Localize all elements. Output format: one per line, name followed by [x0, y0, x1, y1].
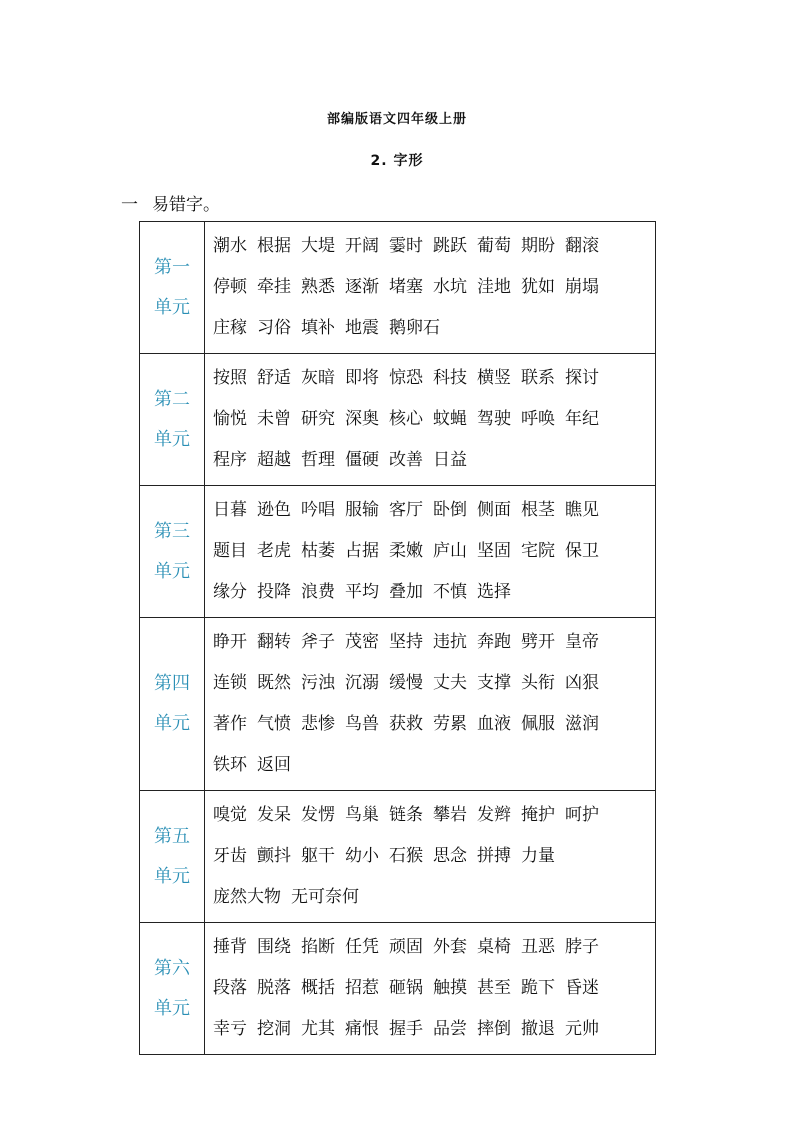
- unit-label: 第五: [154, 825, 190, 847]
- word-item: 坚固: [477, 541, 511, 561]
- word-item: 招惹: [345, 978, 379, 998]
- word-item: 服输: [345, 500, 379, 520]
- word-item: 地震: [345, 318, 379, 338]
- word-item: 沉溺: [345, 673, 379, 693]
- word-item: 核心: [389, 409, 423, 429]
- unit-words-cell: [205, 486, 656, 618]
- unit-row: [140, 354, 656, 486]
- word-item: 科技: [433, 368, 467, 388]
- unit-label: 第一: [154, 256, 190, 278]
- word-item: 侧面: [477, 500, 511, 520]
- word-item: 枯萎: [301, 541, 335, 561]
- word-item: 连锁: [213, 673, 247, 693]
- word-item: 元帅: [565, 1019, 599, 1039]
- word-item: 庞然大物: [213, 887, 281, 907]
- word-item: 年纪: [565, 409, 599, 429]
- word-item: 客厅: [389, 500, 423, 520]
- word-item: 探讨: [565, 368, 599, 388]
- word-line: [213, 836, 655, 877]
- word-item: 斧子: [301, 632, 335, 652]
- word-item: 思念: [433, 846, 467, 866]
- section-label: 易错字。: [152, 195, 220, 215]
- word-item: 犹如: [521, 277, 555, 297]
- unit-row: [140, 923, 656, 1055]
- unit-label-cell: [140, 791, 205, 923]
- word-item: 跳跃: [433, 236, 467, 256]
- word-item: 水坑: [433, 277, 467, 297]
- word-item: 根据: [257, 236, 291, 256]
- word-item: 翻转: [257, 632, 291, 652]
- word-item: 著作: [213, 714, 247, 734]
- word-item: 舒适: [257, 368, 291, 388]
- word-item: 洼地: [477, 277, 511, 297]
- word-item: 幼小: [345, 846, 379, 866]
- word-item: 撤退: [521, 1019, 555, 1039]
- word-item: 缓慢: [389, 673, 423, 693]
- word-line: [213, 877, 655, 918]
- unit-label-cell: [140, 923, 205, 1055]
- word-item: 痛恨: [345, 1019, 379, 1039]
- word-item: 气愤: [257, 714, 291, 734]
- word-item: 掩护: [521, 805, 555, 825]
- word-line: [213, 572, 655, 613]
- word-item: 顽固: [389, 937, 423, 957]
- word-item: 掐断: [301, 937, 335, 957]
- word-line: [213, 267, 655, 308]
- word-item: 鸟兽: [345, 714, 379, 734]
- word-item: 发辫: [477, 805, 511, 825]
- word-item: 宅院: [521, 541, 555, 561]
- unit-label: 单元: [154, 865, 190, 887]
- unit-label: 第四: [154, 673, 190, 694]
- word-item: 卧倒: [433, 500, 467, 520]
- word-line: [213, 704, 655, 745]
- word-item: 摔倒: [477, 1019, 511, 1039]
- unit-label-cell: [140, 618, 205, 791]
- word-item: 桌椅: [477, 937, 511, 957]
- section-heading: [121, 190, 234, 215]
- word-item: 霎时: [389, 236, 423, 256]
- word-item: 鹅卵石: [389, 318, 440, 338]
- word-item: 劳累: [433, 714, 467, 734]
- word-item: 叠加: [389, 582, 423, 602]
- word-item: 僵硬: [345, 450, 379, 470]
- word-item: 嗅觉: [213, 805, 247, 825]
- word-item: 发愣: [301, 805, 335, 825]
- word-item: 翻滚: [565, 236, 599, 256]
- word-item: 跪下: [521, 978, 555, 998]
- word-item: 缘分: [213, 582, 247, 602]
- unit-label: 单元: [154, 997, 190, 1019]
- word-item: 保卫: [565, 541, 599, 561]
- word-item: 蚊蝇: [433, 409, 467, 429]
- word-item: 凶狠: [565, 673, 599, 693]
- word-item: 深奥: [345, 409, 379, 429]
- word-item: 茂密: [345, 632, 379, 652]
- word-item: 血液: [477, 714, 511, 734]
- unit-label: 第三: [154, 520, 190, 542]
- word-line: [213, 1009, 655, 1050]
- word-item: 污浊: [301, 673, 335, 693]
- word-line: [213, 358, 655, 399]
- word-item: 逐渐: [345, 277, 379, 297]
- word-item: 习俗: [257, 318, 291, 338]
- word-item: 即将: [345, 368, 379, 388]
- word-item: 奔跑: [477, 632, 511, 652]
- word-line: [213, 308, 655, 349]
- unit-words-cell: [205, 222, 656, 354]
- word-item: 劈开: [521, 632, 555, 652]
- word-item: 日暮: [213, 500, 247, 520]
- unit-label-cell: [140, 222, 205, 354]
- word-item: 挖洞: [257, 1019, 291, 1039]
- unit-label: 第二: [154, 388, 190, 410]
- word-item: 既然: [257, 673, 291, 693]
- unit-row: [140, 486, 656, 618]
- word-item: 无可奈何: [291, 887, 359, 907]
- word-item: 围绕: [257, 937, 291, 957]
- word-item: 皇帝: [565, 632, 599, 652]
- unit-row: [140, 222, 656, 354]
- word-item: 横竖: [477, 368, 511, 388]
- unit-words-cell: [205, 923, 656, 1055]
- word-item: 愉悦: [213, 409, 247, 429]
- word-line: [213, 622, 655, 663]
- word-item: 堵塞: [389, 277, 423, 297]
- word-item: 攀岩: [433, 805, 467, 825]
- word-item: 开阔: [345, 236, 379, 256]
- word-item: 支撑: [477, 673, 511, 693]
- word-item: 任凭: [345, 937, 379, 957]
- unit-words-cell: [205, 354, 656, 486]
- word-item: 握手: [389, 1019, 423, 1039]
- word-item: 浪费: [301, 582, 335, 602]
- word-item: 潮水: [213, 236, 247, 256]
- section-subtitle: 2. 字形: [370, 153, 424, 169]
- unit-words-cell: [205, 791, 656, 923]
- word-item: 丈夫: [433, 673, 467, 693]
- word-item: 题目: [213, 541, 247, 561]
- unit-label-cell: [140, 354, 205, 486]
- word-item: 力量: [521, 846, 555, 866]
- word-item: 脱落: [257, 978, 291, 998]
- word-item: 脖子: [565, 937, 599, 957]
- word-item: 链条: [389, 805, 423, 825]
- word-item: 坚持: [389, 632, 423, 652]
- word-item: 丑恶: [521, 937, 555, 957]
- word-item: 占据: [345, 541, 379, 561]
- word-table-body: [140, 222, 656, 1055]
- word-item: 期盼: [521, 236, 555, 256]
- word-item: 灰暗: [301, 368, 335, 388]
- word-line: [213, 663, 655, 704]
- word-item: 投降: [257, 582, 291, 602]
- word-item: 违抗: [433, 632, 467, 652]
- word-item: 呵护: [565, 805, 599, 825]
- word-item: 砸锅: [389, 978, 423, 998]
- word-item: 庐山: [433, 541, 467, 561]
- word-item: 发呆: [257, 805, 291, 825]
- word-item: 平均: [345, 582, 379, 602]
- word-line: [213, 490, 655, 531]
- word-line: [213, 968, 655, 1009]
- word-item: 研究: [301, 409, 335, 429]
- word-item: 联系: [521, 368, 555, 388]
- word-item: 惊恐: [389, 368, 423, 388]
- word-item: 吟唱: [301, 500, 335, 520]
- word-line: [213, 927, 655, 968]
- unit-label: 单元: [154, 560, 190, 582]
- word-item: 石猴: [389, 846, 423, 866]
- word-item: 超越: [257, 450, 291, 470]
- unit-label: 单元: [154, 428, 190, 450]
- word-item: 颤抖: [257, 846, 291, 866]
- word-item: 牵挂: [257, 277, 291, 297]
- word-item: 熟悉: [301, 277, 335, 297]
- word-item: 填补: [301, 318, 335, 338]
- word-item: 躯干: [301, 846, 335, 866]
- word-item: 选择: [477, 582, 511, 602]
- word-table: [139, 221, 656, 1055]
- word-item: 幸亏: [213, 1019, 247, 1039]
- word-item: 拼搏: [477, 846, 511, 866]
- unit-label: 单元: [154, 296, 190, 318]
- word-item: 段落: [213, 978, 247, 998]
- word-line: [213, 226, 655, 267]
- word-line: [213, 399, 655, 440]
- word-item: 返回: [257, 755, 291, 775]
- word-item: 瞧见: [565, 500, 599, 520]
- word-item: 大堤: [301, 236, 335, 256]
- word-line: [213, 531, 655, 572]
- word-item: 牙齿: [213, 846, 247, 866]
- word-item: 悲惨: [301, 714, 335, 734]
- word-item: 日益: [433, 450, 467, 470]
- word-item: 尤其: [301, 1019, 335, 1039]
- word-item: 逊色: [257, 500, 291, 520]
- word-item: 概括: [301, 978, 335, 998]
- word-item: 铁环: [213, 755, 247, 775]
- word-item: 根茎: [521, 500, 555, 520]
- word-item: 品尝: [433, 1019, 467, 1039]
- unit-row: [140, 618, 656, 791]
- unit-label: 单元: [154, 713, 190, 734]
- unit-words-cell: [205, 618, 656, 791]
- word-item: 不慎: [433, 582, 467, 602]
- word-item: 呼唤: [521, 409, 555, 429]
- word-item: 程序: [213, 450, 247, 470]
- word-item: 未曾: [257, 409, 291, 429]
- word-item: 柔嫩: [389, 541, 423, 561]
- word-item: 停顿: [213, 277, 247, 297]
- word-item: 外套: [433, 937, 467, 957]
- word-item: 改善: [389, 450, 423, 470]
- word-item: 驾驶: [477, 409, 511, 429]
- word-item: 睁开: [213, 632, 247, 652]
- unit-label: 第六: [154, 957, 190, 979]
- word-item: 昏迷: [565, 978, 599, 998]
- word-line: [213, 745, 655, 786]
- word-item: 滋润: [565, 714, 599, 734]
- word-item: 触摸: [433, 978, 467, 998]
- word-item: 按照: [213, 368, 247, 388]
- word-item: 获救: [389, 714, 423, 734]
- word-item: 哲理: [301, 450, 335, 470]
- word-item: 鸟巢: [345, 805, 379, 825]
- word-item: 佩服: [521, 714, 555, 734]
- word-line: [213, 440, 655, 481]
- word-item: 老虎: [257, 541, 291, 561]
- word-item: 葡萄: [477, 236, 511, 256]
- unit-row: [140, 791, 656, 923]
- word-item: 庄稼: [213, 318, 247, 338]
- unit-label-cell: [140, 486, 205, 618]
- word-item: 头衔: [521, 673, 555, 693]
- section-number: 一: [121, 195, 138, 215]
- document-title: 部编版语文四年级上册: [326, 112, 467, 127]
- word-item: 崩塌: [565, 277, 599, 297]
- word-item: 甚至: [477, 978, 511, 998]
- word-item: 捶背: [213, 937, 247, 957]
- word-line: [213, 795, 655, 836]
